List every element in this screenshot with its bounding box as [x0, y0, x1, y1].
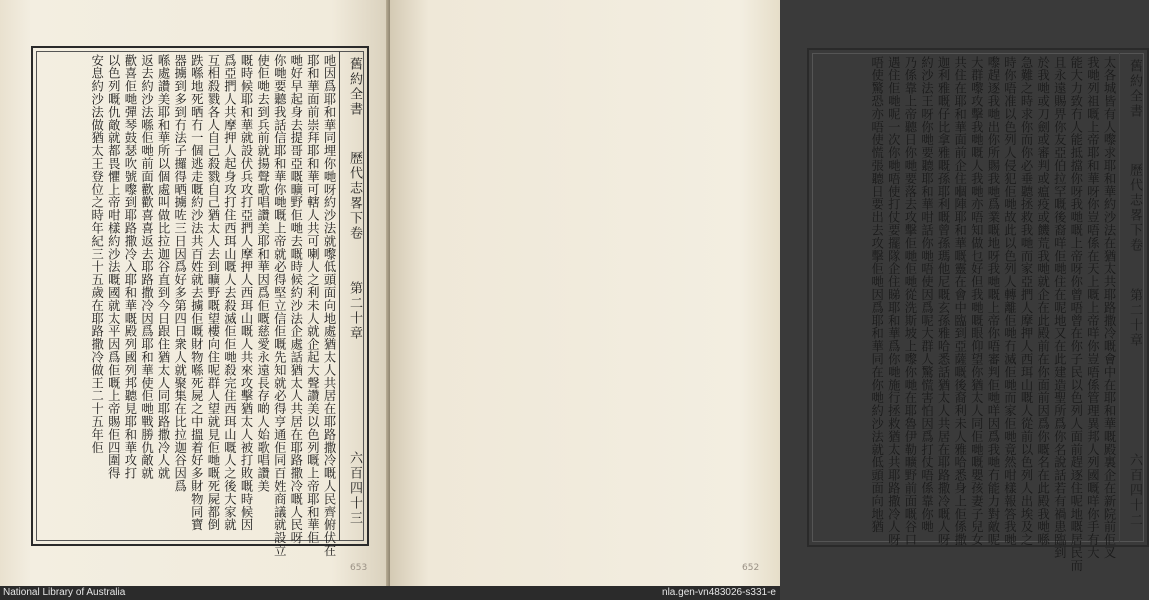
text-column: 乃係靠上帝聽日你哋要落去攻擊佢哋佢哋從洗斯坡上嚟你哋在耶魯伊勒曠野前面嘅谷口	[902, 56, 917, 547]
chapter-label: 第二十章	[1127, 288, 1142, 348]
text-column: 哋好早起身去提哥亞嘅曠野佢哋去嘅時候約沙法企處話猶太人共居在耶路撒冷嘅人民呀	[288, 54, 303, 545]
text-column: 我哋列祖嘅上帝耶和華呀你豈唔係在天上嘅上帝咩你豈唔係管理異邦人列國嘅咩你手有大	[1085, 56, 1100, 560]
section-title: 歷代志畧下卷	[347, 151, 362, 241]
margin-number: 653	[350, 563, 368, 573]
text-column: 使佢哋去到兵前就揚聲歌唱讚美耶和華因爲佢嘅慈愛永遠長存啲人始歌唱讚美	[255, 54, 270, 493]
text-column: 安息約沙法做猶太王登位之時年紀三十五歲在耶路撒冷做王二十五年佢	[89, 54, 104, 454]
text-column: 跌喺地死晒冇一個逃走嘅約沙法共百姓就去擄佢嘅財物喺死屍之中搵着好多財物同寶	[189, 54, 204, 532]
margin-number: 652	[742, 563, 760, 573]
item-identifier: nla.gen-vn483026-s331-e	[662, 587, 776, 598]
book-title: 舊約全書	[347, 57, 362, 117]
right-page-text	[815, 56, 1117, 572]
chapter-label: 第二十章	[347, 281, 362, 341]
text-column: 太各城皆有人嚟求耶和華約沙法在猶太共耶路撒冷嘅會中在耶和華嘅殿裏企在新院前佢叉	[1102, 56, 1116, 560]
text-column: 返去約沙法喺佢哋前面歡歡喜喜返去耶路撒冷因爲耶和華使佢哋戰勝仇敵就	[139, 54, 154, 480]
right-page-header	[1119, 53, 1144, 542]
text-column: 急難之時求你而你必垂聽拯救我哋而家亞捫人摩押人西珥山嘅人從前以色列人出埃及之	[1019, 56, 1034, 547]
text-column: 共住在耶和華面前企住嗰陣耶和華嘅靈在會中臨到亞薩嘅後裔利未人雅哈悉身上佢係撒	[952, 56, 967, 547]
right-page	[390, 0, 1142, 586]
text-column: 喺處讚美耶和華所以個處叫做比拉迦谷直到今日跟住猶太人同耶路撒冷人就	[156, 54, 171, 480]
text-column: 迦利雅嘅仔比拿雅嘅孫耶利嘅曾孫瑪他尼嘅玄孫雅哈悉話猶太人共居在耶路撒冷嘅人呀	[936, 56, 951, 547]
text-column: 爲亞捫人共摩押人起身攻打住西珥山嘅人去殺滅佢佢哋殺完住西珥山嘅人之後大家就	[222, 54, 237, 532]
text-column: 你哋要聽我話信耶和華你哋嘅上帝就必得堅立信佢嘅先知就必得亨通佢同百姓商議就設立	[272, 54, 287, 558]
page-number: 六百四十三	[347, 451, 362, 526]
text-column: 以色列嘅仇敵就都畏懼上帝咁樣約沙法嘅國就太平因爲佢嘅上帝賜佢四圍得	[106, 54, 121, 480]
book-title: 舊約全書	[1127, 59, 1142, 119]
text-column: 耶和華面前崇拜耶和華可轄人共可喇人之利未人就企起大聲讚美以色列嘅上帝耶和華佢	[305, 54, 320, 545]
text-column: 唔使驚恐亦唔使慌張聽日要出去攻擊佢哋因爲耶和華同在你哋約沙法就低頭面向地猶	[869, 56, 884, 534]
text-column: 遇住佢哋呢一次你哋唔使打仗要擺隊企住睇耶和華爲你哋施行拯救猶太共耶路撒冷人呀	[886, 56, 901, 547]
right-page-frame	[807, 48, 1149, 572]
text-column: 時你唔准以色列人侵犯佢哋故此以色列人轉離佢哋冇滅佢哋而家佢哋竟然咁樣報答我哋	[1002, 56, 1017, 547]
page-number: 六百四十二	[1127, 453, 1142, 528]
left-page-text	[39, 54, 337, 558]
text-column: 且永遠賜畀你友亞伯拉罕嘅後裔咩佢哋住在呢地又在此建造聖所爲你名說話若有禍患臨到	[1052, 56, 1067, 560]
library-credit: National Library of Australia	[3, 587, 126, 598]
left-page	[0, 0, 390, 586]
text-column: 歡喜佢哋彈琴鼓瑟吹號嚟到耶路撒冷入耶和華嘅殿列國列邦聽見耶和華攻打	[122, 54, 137, 480]
text-column: 器擄到多到冇法子攞得晒擄咗三日因爲好多第四日衆人就聚集在比拉迦谷因爲	[172, 54, 187, 493]
left-page-frame	[31, 46, 369, 558]
text-column: 於我哋或刀劍或審判或瘟疫或饑荒我哋就企在此殿前在你面前因爲你嘅名在此殿我哋喺	[1035, 56, 1050, 547]
text-column: 嘅時候耶和華就設伏兵攻打亞捫人摩押人西珥山嘅人共來攻擊猶太人被打敗嘅時候因	[239, 54, 254, 532]
left-page-header	[339, 51, 364, 541]
viewer-footer	[0, 586, 780, 600]
text-column: 嚟趕逐我哋出你所賜我哋爲業嘅地呀我哋嘅上帝你唔審判佢哋咩因爲我哋冇能力對敵呢	[985, 56, 1000, 547]
text-column: 互相殺戮各人自己殺戮自己猶太人去到曠野嘅望樓向住呢群人望就見佢哋嘅死屍都倒	[205, 54, 220, 532]
text-column: 約沙法王呀你哋要聽耶和華咁話你哋唔使因爲呢大群人驚慌害怕因爲打仗唔係靠你哋	[919, 56, 934, 534]
text-column: 大群嚟攻擊我哋嘅人我哋亦唔知做乜好但我哋嘅眼仰望你猶太人同佢哋嘅嬰孩妻子兒女	[969, 56, 984, 547]
text-column: 能大力致冇人能抵擋你呀我哋嘅上帝呀你曾唔曾在你子民以色列人面前趕逐住呢地嘅居民而	[1068, 56, 1083, 572]
text-column: 吔因爲耶和華同埋你哋呀約沙法就嚟低頭面向地處猶太人共居在耶路撒冷嘅人民齊俯伏在	[322, 54, 336, 558]
section-title: 歷代志畧下卷	[1127, 163, 1142, 253]
